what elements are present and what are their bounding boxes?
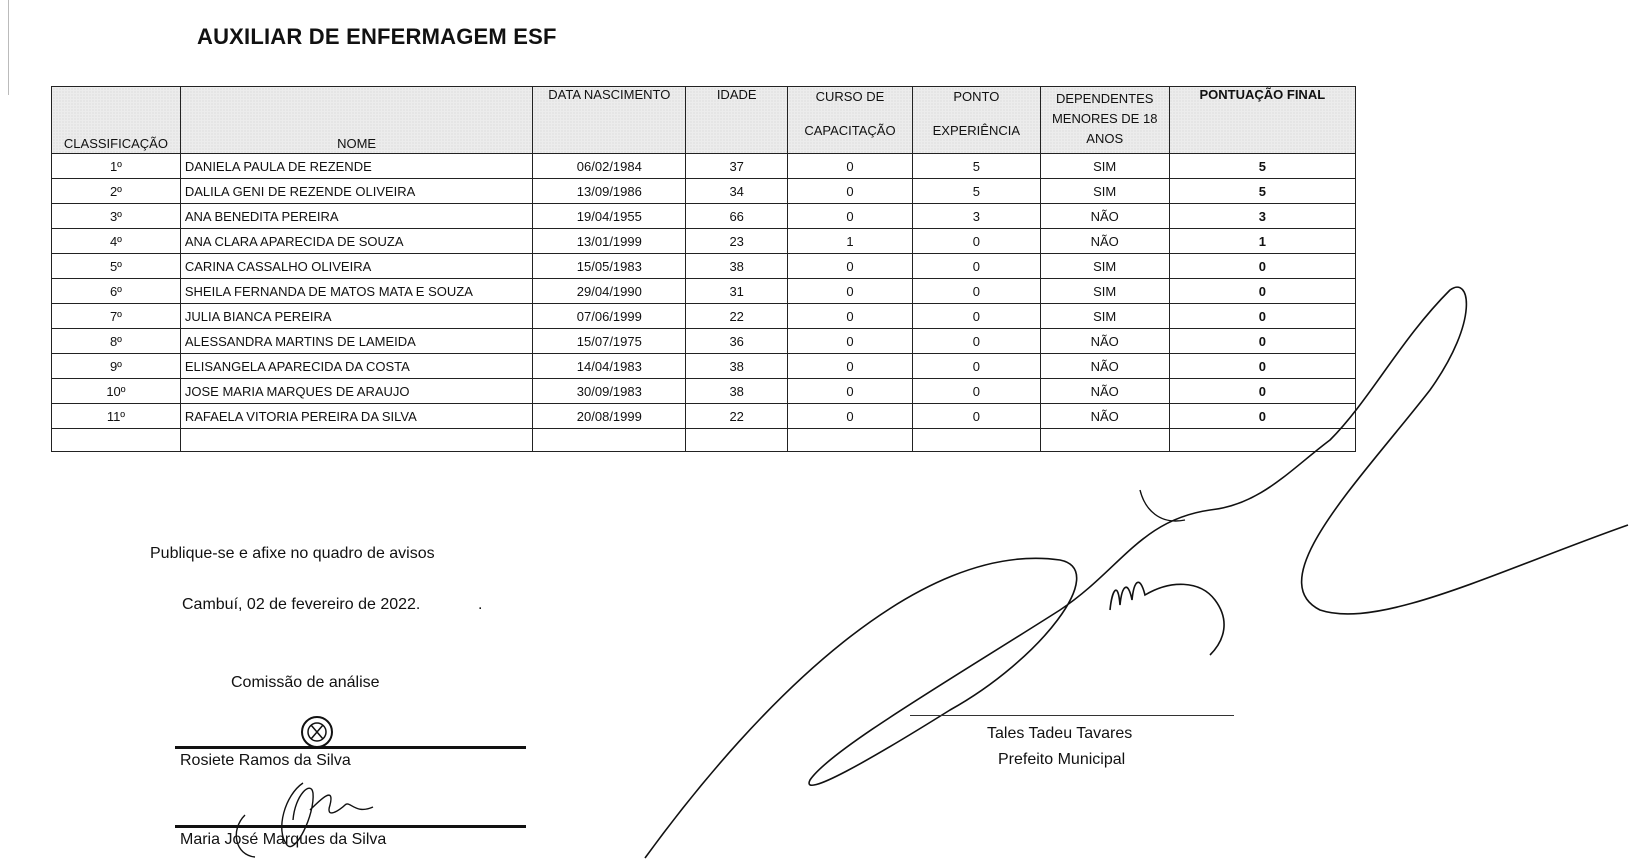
table-row	[52, 229, 1356, 254]
cell-ponto: 0	[912, 379, 1040, 404]
cell-data-nascimento: 07/06/1999	[533, 304, 686, 329]
cell-dependentes: SIM	[1040, 254, 1169, 279]
cell-dependentes: SIM	[1040, 154, 1169, 179]
comissao-text: Comissão de análise	[231, 674, 380, 691]
cell-data-nascimento: 15/05/1983	[533, 254, 686, 279]
cell-idade: 38	[686, 254, 788, 279]
cell-curso: 1	[788, 229, 913, 254]
header-nome: NOME	[180, 87, 532, 154]
cell-curso: 0	[788, 279, 913, 304]
cell-dependentes: NÃO	[1040, 329, 1169, 354]
header-curso	[788, 87, 913, 154]
header-curso-bottom: CAPACITAÇÃO	[804, 123, 896, 138]
cell-classificacao: 8º	[52, 329, 181, 354]
cell-dependentes: NÃO	[1040, 379, 1169, 404]
prefeito-nome: Tales Tadeu Tavares	[987, 725, 1133, 742]
cell-dependentes: NÃO	[1040, 204, 1169, 229]
cell-data-nascimento: 13/01/1999	[533, 229, 686, 254]
cell-ponto: 0	[912, 254, 1040, 279]
cell-idade: 22	[686, 304, 788, 329]
header-dependentes: DEPENDENTES MENORES DE 18 ANOS	[1040, 87, 1169, 154]
cell-data-nascimento: 15/07/1975	[533, 329, 686, 354]
cell-data-nascimento: 06/02/1984	[533, 154, 686, 179]
document-title: AUXILIAR DE ENFERMAGEM ESF	[197, 24, 557, 49]
header-data-nascimento: DATA NASCIMENTO	[533, 87, 686, 154]
cell-data-nascimento: 30/09/1983	[533, 379, 686, 404]
cell-classificacao: 4º	[52, 229, 181, 254]
cell-data-nascimento: 14/04/1983	[533, 354, 686, 379]
cell-pontuacao-final: 0	[1169, 379, 1355, 404]
cell-nome: ALESSANDRA MARTINS DE LAMEIDA	[180, 329, 532, 354]
cell-nome: RAFAELA VITORIA PEREIRA DA SILVA	[180, 404, 532, 429]
empty-cell	[180, 429, 532, 452]
cell-idade: 37	[686, 154, 788, 179]
table-row	[52, 254, 1356, 279]
cell-curso: 0	[788, 254, 913, 279]
header-ponto-bottom: EXPERIÊNCIA	[932, 123, 1021, 138]
cell-idade: 23	[686, 229, 788, 254]
signature-line-1	[175, 746, 526, 749]
publique-text: Publique-se e afixe no quadro de avisos	[150, 545, 435, 562]
header-ponto	[912, 87, 1040, 154]
table-row	[52, 179, 1356, 204]
cell-pontuacao-final: 3	[1169, 204, 1355, 229]
header-classificacao: CLASSIFICAÇÃO	[52, 87, 181, 154]
cell-nome: ANA BENEDITA PEREIRA	[180, 204, 532, 229]
cell-nome: ELISANGELA APARECIDA DA COSTA	[180, 354, 532, 379]
cell-ponto: 0	[912, 329, 1040, 354]
cell-pontuacao-final: 5	[1169, 154, 1355, 179]
table-row	[52, 154, 1356, 179]
cell-pontuacao-final: 1	[1169, 229, 1355, 254]
cell-data-nascimento: 19/04/1955	[533, 204, 686, 229]
empty-cell	[52, 429, 181, 452]
cell-ponto: 0	[912, 229, 1040, 254]
cell-idade: 22	[686, 404, 788, 429]
cell-curso: 0	[788, 404, 913, 429]
cell-nome: DANIELA PAULA DE REZENDE	[180, 154, 532, 179]
cell-data-nascimento: 13/09/1986	[533, 179, 686, 204]
cell-curso: 0	[788, 354, 913, 379]
cell-ponto: 0	[912, 354, 1040, 379]
cell-classificacao: 7º	[52, 304, 181, 329]
cell-classificacao: 10º	[52, 379, 181, 404]
cell-ponto: 0	[912, 404, 1040, 429]
cell-classificacao: 5º	[52, 254, 181, 279]
cell-curso: 0	[788, 379, 913, 404]
cell-ponto: 3	[912, 204, 1040, 229]
cell-pontuacao-final: 0	[1169, 279, 1355, 304]
header-ponto-top: PONTO	[953, 89, 1000, 104]
cell-curso: 0	[788, 304, 913, 329]
cell-pontuacao-final: 0	[1169, 329, 1355, 354]
cell-pontuacao-final: 0	[1169, 354, 1355, 379]
cell-dependentes: NÃO	[1040, 354, 1169, 379]
cell-classificacao: 3º	[52, 204, 181, 229]
cell-dependentes: SIM	[1040, 179, 1169, 204]
cell-data-nascimento: 20/08/1999	[533, 404, 686, 429]
cell-nome: CARINA CASSALHO OLIVEIRA	[180, 254, 532, 279]
header-idade: IDADE	[686, 87, 788, 154]
signatario-1: Rosiete Ramos da Silva	[180, 752, 351, 769]
dot-mark: .	[478, 596, 483, 613]
cell-nome: JULIA BIANCA PEREIRA	[180, 304, 532, 329]
cell-idade: 38	[686, 379, 788, 404]
cell-nome: SHEILA FERNANDA DE MATOS MATA E SOUZA	[180, 279, 532, 304]
prefeito-signature	[640, 280, 1630, 860]
cell-data-nascimento: 29/04/1990	[533, 279, 686, 304]
date-text: Cambuí, 02 de fevereiro de 2022.	[182, 596, 421, 613]
cell-ponto: 5	[912, 154, 1040, 179]
cell-ponto: 5	[912, 179, 1040, 204]
signature-line-2	[175, 825, 526, 828]
cell-nome: ANA CLARA APARECIDA DE SOUZA	[180, 229, 532, 254]
cell-curso: 0	[788, 329, 913, 354]
cell-ponto: 0	[912, 279, 1040, 304]
prefeito-cargo: Prefeito Municipal	[998, 751, 1126, 768]
table-row	[52, 204, 1356, 229]
cell-curso: 0	[788, 179, 913, 204]
cell-pontuacao-final: 0	[1169, 304, 1355, 329]
cell-classificacao: 1º	[52, 154, 181, 179]
cell-idade: 36	[686, 329, 788, 354]
cell-dependentes: NÃO	[1040, 404, 1169, 429]
header-curso-top: CURSO DE	[815, 89, 885, 104]
cell-pontuacao-final: 0	[1169, 254, 1355, 279]
cell-dependentes: SIM	[1040, 304, 1169, 329]
cell-nome: JOSE MARIA MARQUES DE ARAUJO	[180, 379, 532, 404]
cell-pontuacao-final: 5	[1169, 179, 1355, 204]
cell-curso: 0	[788, 154, 913, 179]
cell-curso: 0	[788, 204, 913, 229]
table-header-row	[52, 87, 1356, 154]
cell-classificacao: 11º	[52, 404, 181, 429]
cell-idade: 66	[686, 204, 788, 229]
cell-idade: 38	[686, 354, 788, 379]
cell-classificacao: 2º	[52, 179, 181, 204]
cell-classificacao: 6º	[52, 279, 181, 304]
cell-dependentes: SIM	[1040, 279, 1169, 304]
cell-idade: 34	[686, 179, 788, 204]
cell-pontuacao-final: 0	[1169, 404, 1355, 429]
header-pontuacao-final: PONTUAÇÃO FINAL	[1169, 87, 1355, 154]
cell-nome: DALILA GENI DE REZENDE OLIVEIRA	[180, 179, 532, 204]
cell-classificacao: 9º	[52, 354, 181, 379]
cell-ponto: 0	[912, 304, 1040, 329]
cell-dependentes: NÃO	[1040, 229, 1169, 254]
prefeito-signature-line	[910, 715, 1234, 716]
cell-idade: 31	[686, 279, 788, 304]
signatario-2: Maria José Marques da Silva	[180, 831, 387, 848]
